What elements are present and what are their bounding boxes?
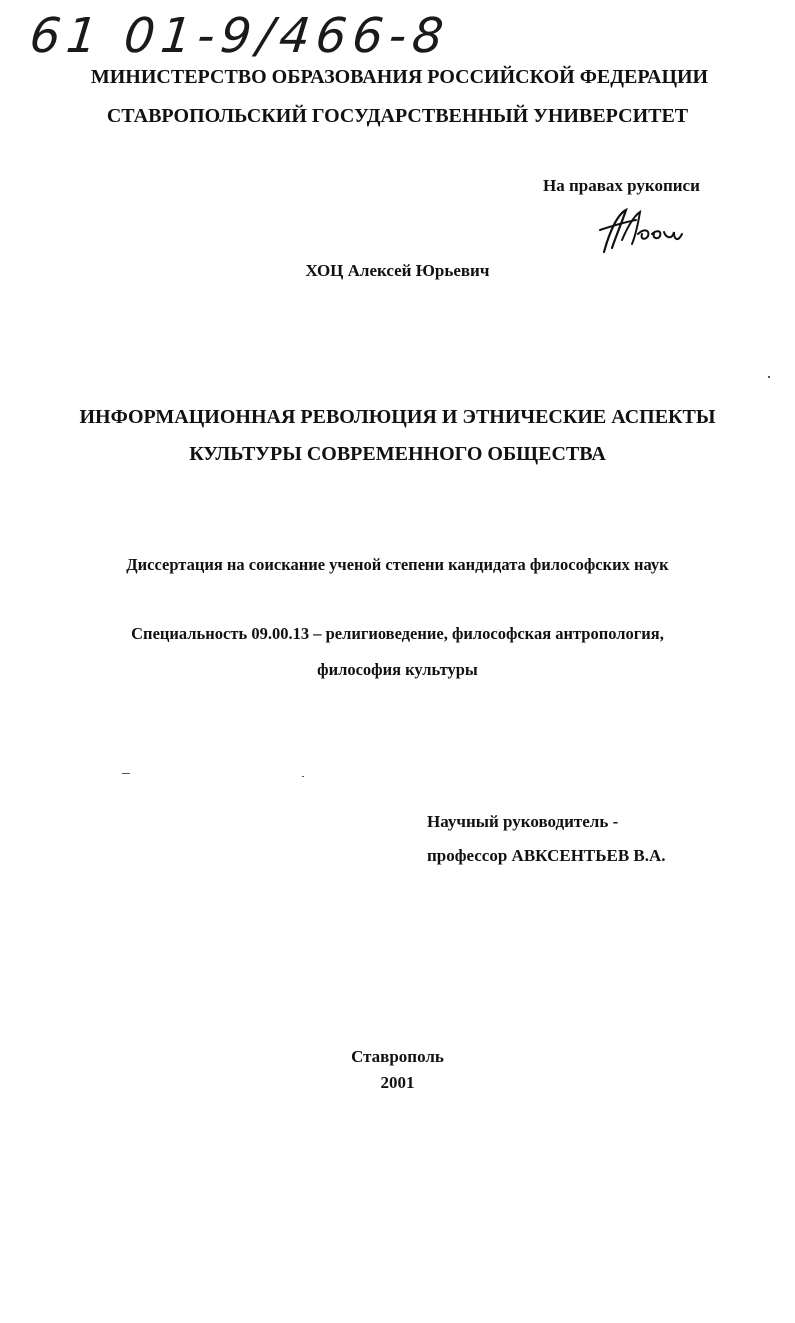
supervisor-name: профессор АВКСЕНТЬЕВ В.А. <box>427 846 666 865</box>
dissertation-title-line-2: КУЛЬТУРЫ СОВРЕМЕННОГО ОБЩЕСТВА <box>189 443 606 465</box>
author-name: ХОЦ Алексей Юрьевич <box>305 261 490 280</box>
university-heading: СТАВРОПОЛЬСКИЙ ГОСУДАРСТВЕННЫЙ УНИВЕРСИТЕТ <box>106 105 689 127</box>
year: 2001 <box>380 1073 415 1092</box>
signature-icon <box>592 200 692 260</box>
ministry-heading: МИНИСТЕРСТВО ОБРАЗОВАНИЯ РОССИЙСКОЙ ФЕДЕРАЦИИ <box>90 66 709 88</box>
scan-speck <box>122 773 130 774</box>
specialty-line-2: философия культуры <box>317 660 478 679</box>
scan-speck <box>768 376 770 378</box>
dissertation-title-line-1: ИНФОРМАЦИОННАЯ РЕВОЛЮЦИЯ И ЭТНИЧЕСКИЕ АСПЕКТЫ <box>79 406 716 428</box>
rights-note: На правах рукописи <box>543 176 700 195</box>
specialty-line-1: Специальность 09.00.13 – религиоведение, философская антропология, <box>131 624 664 643</box>
degree-statement: Диссертация на соискание ученой степени кандидата философских наук <box>126 555 669 574</box>
city: Ставрополь <box>351 1047 444 1066</box>
scan-speck <box>302 776 304 777</box>
archive-code-handwritten: 61 01-9/466-8 <box>27 8 452 64</box>
supervisor-label: Научный руководитель - <box>427 812 619 831</box>
